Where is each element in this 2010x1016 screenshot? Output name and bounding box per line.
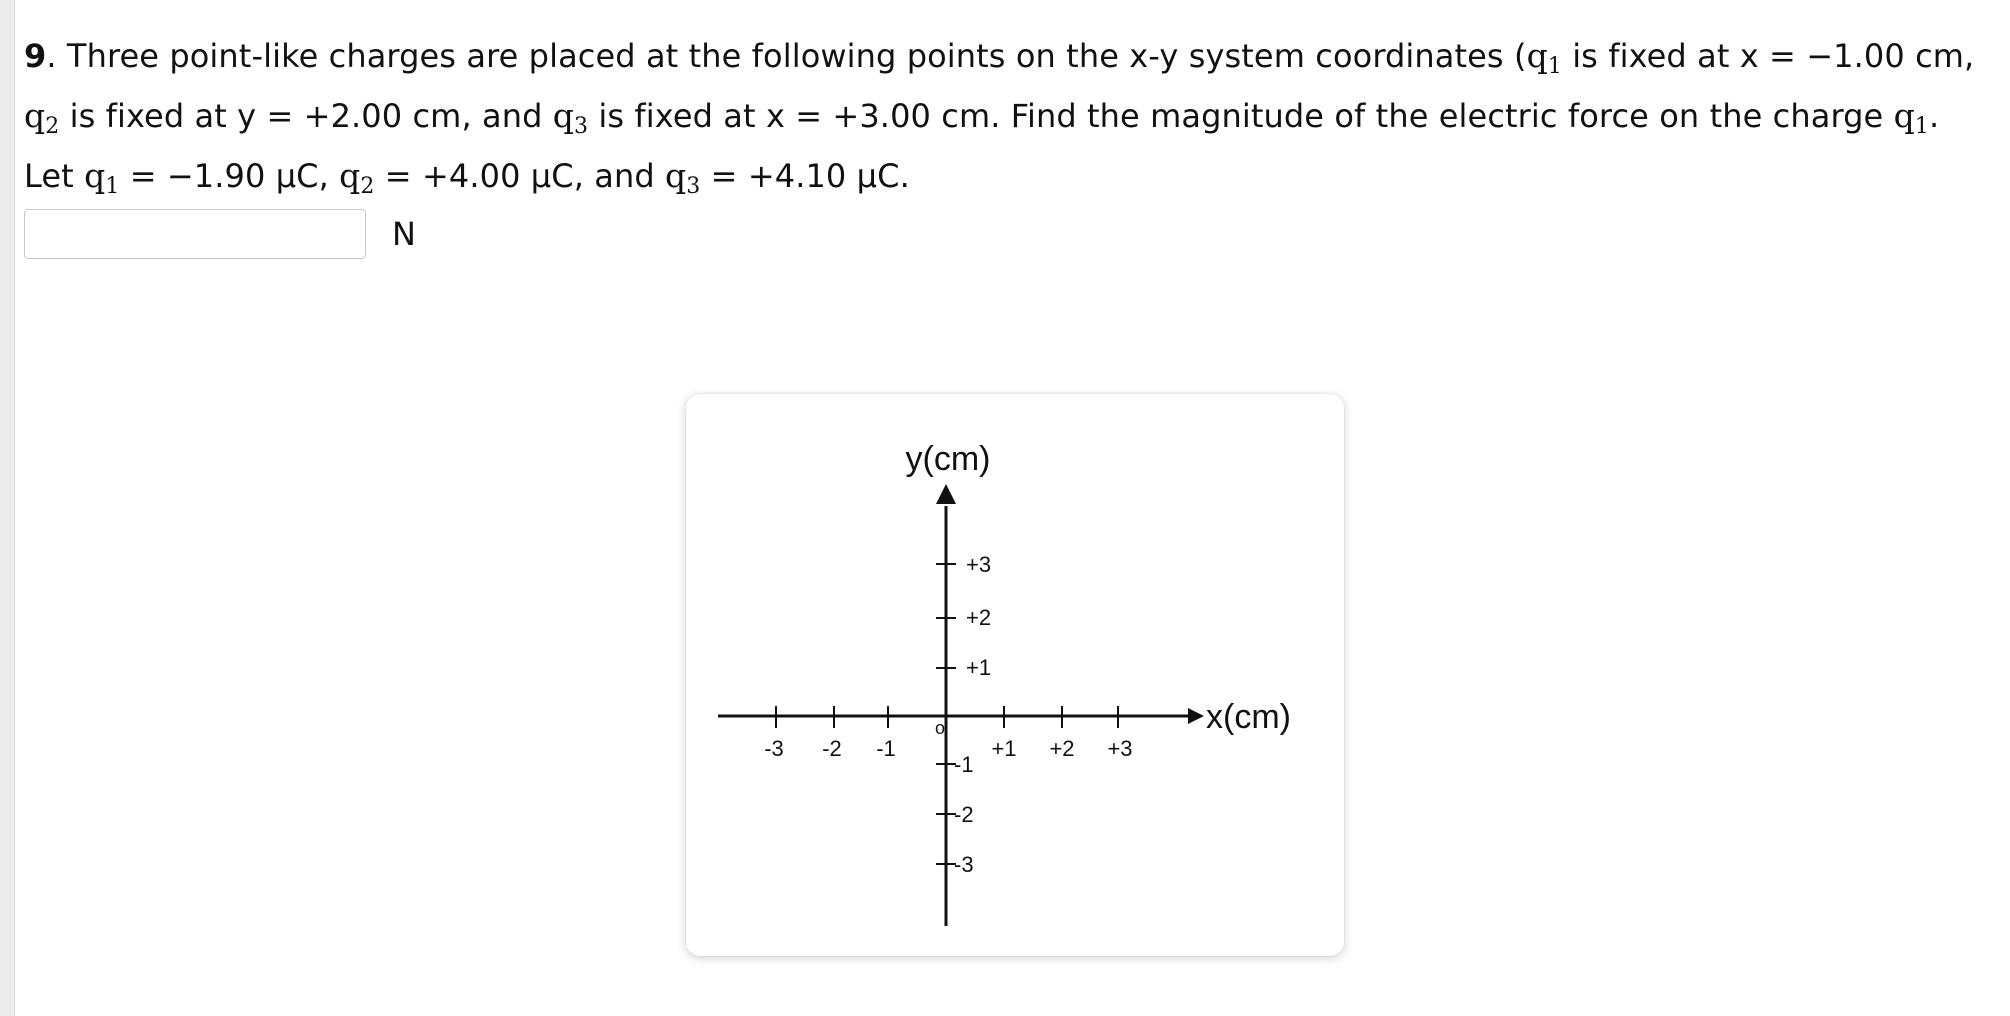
question-text-segment: is fixed at x = +3.00 cm. Find the magnitude of the electric force on the charge (588, 97, 1894, 135)
question-line-1 (24, 26, 1999, 86)
question-number: 9 (24, 37, 47, 75)
y-axis-arrow (936, 484, 956, 504)
charge-q2-symbol: $q_2$ (24, 96, 60, 139)
charge-q1-symbol: $q_1$ (1893, 96, 1929, 139)
x-axis-label: x(cm) (1206, 698, 1291, 736)
answer-input[interactable] (24, 209, 366, 259)
y-tick-label: -1 (954, 752, 974, 777)
y-tick-label: +3 (966, 552, 992, 577)
question-text-segment: . Three point-like charges are placed at the following points on the x-y system coordinates ( (46, 37, 1527, 75)
question-line-3 (24, 146, 1999, 206)
question-text-segment: Let (24, 157, 85, 195)
origin-label: o (934, 718, 946, 738)
y-axis-label: y(cm) (905, 440, 991, 478)
question-text-segment: is fixed at y = +2.00 cm, and (59, 97, 553, 135)
charge-q2-symbol: $q_2$ (339, 156, 375, 199)
question-text (24, 26, 1999, 206)
charge-q1-symbol: $q_1$ (1526, 36, 1562, 79)
left-scroll-rule (0, 0, 15, 1016)
x-tick-label: -3 (764, 736, 784, 761)
y-tick-label: -3 (954, 852, 974, 877)
coordinate-figure (686, 394, 1344, 956)
x-axis-arrow (1188, 708, 1204, 724)
charge-q3-symbol: $q_3$ (552, 96, 589, 139)
question-text-segment: . (1928, 97, 1940, 135)
question-line-2 (24, 86, 1999, 146)
x-tick-label: +2 (1049, 736, 1075, 761)
answer-row (24, 206, 416, 262)
x-tick-label: -1 (876, 736, 896, 761)
y-tick-label: +1 (966, 655, 992, 680)
y-tick-label: +2 (966, 605, 992, 630)
charge-q1-value: = −1.90 μC, (119, 157, 340, 195)
charge-q1-symbol: $q_1$ (84, 156, 120, 199)
question-text-segment: is fixed at x = −1.00 cm, (1561, 37, 1975, 75)
answer-unit: N (392, 215, 416, 253)
x-tick-label: +1 (991, 736, 1017, 761)
x-tick-label: -2 (822, 736, 842, 761)
charge-q3-symbol: $q_3$ (665, 156, 701, 199)
charge-q3-value: = +4.10 μC. (700, 157, 910, 195)
y-tick-label: -2 (954, 802, 974, 827)
charge-q2-value: = +4.00 μC, and (374, 157, 666, 195)
coordinate-axes-diagram (686, 394, 1344, 956)
x-tick-label: +3 (1107, 736, 1133, 761)
